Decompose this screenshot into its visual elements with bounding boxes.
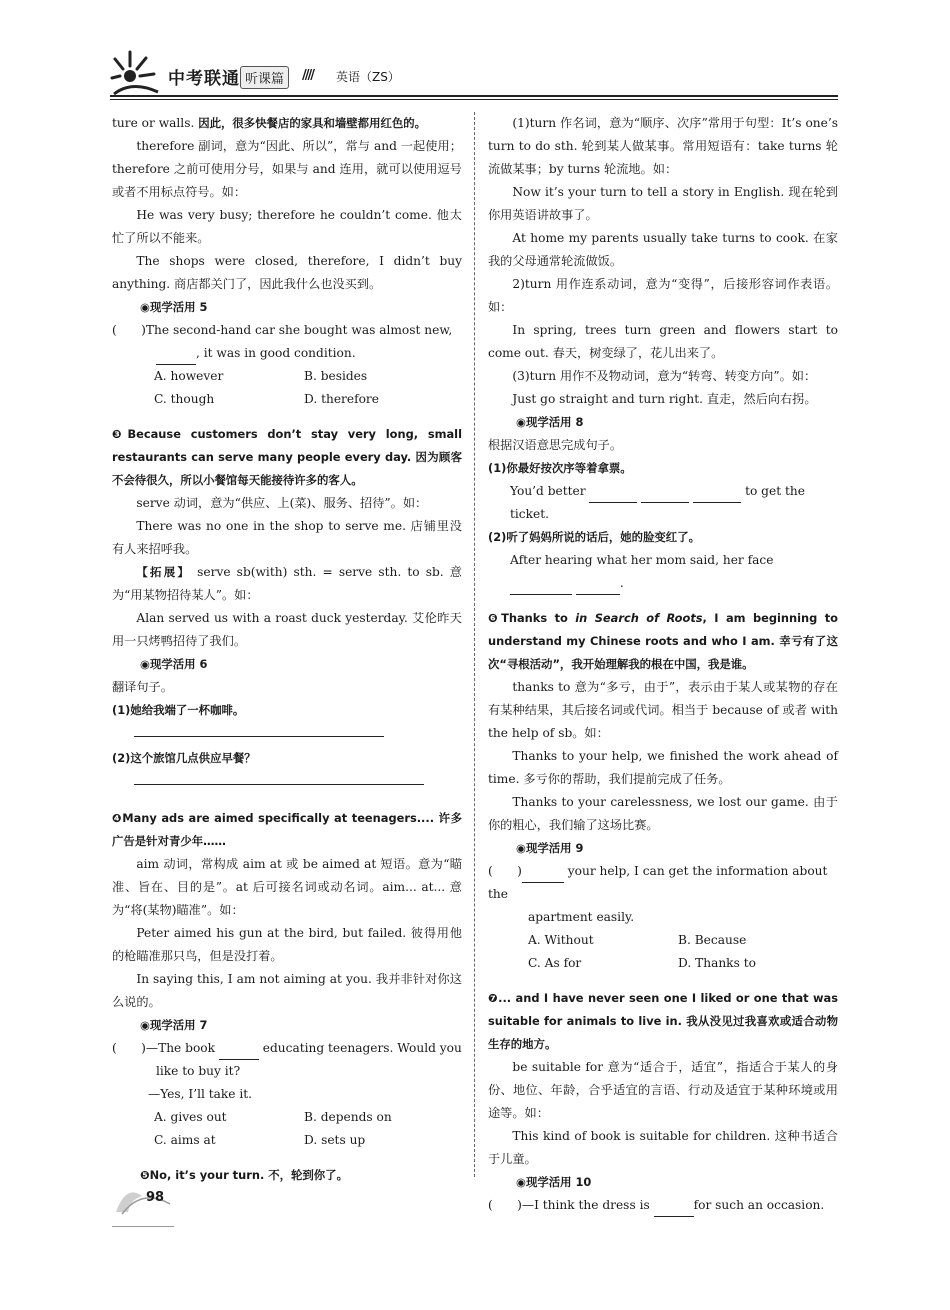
example-sentence: This kind of book is suitable for children. 这种书适合于儿童。 <box>488 1129 838 1166</box>
header-rule <box>110 95 838 97</box>
header-rule-thin <box>110 99 838 100</box>
page-number: 98 <box>146 1190 165 1205</box>
answer-blank[interactable] <box>589 488 637 503</box>
example-sentence: In saying this, I am not aiming at you. 我并非针对你这么说的。 <box>112 972 462 1009</box>
section-heading: ❼... and I have never seen one I liked or one that was suitable for animals to live in. 我从没见过我喜欢或适合动物生存的地方。 <box>488 991 838 1051</box>
brand-title: 中考联通 <box>168 69 240 89</box>
answer-blank[interactable] <box>576 580 620 595</box>
option[interactable]: C. As for <box>528 956 582 970</box>
paragraph: (1)turn 作名词，意为“顺序、次序”常用于句型：It’s one’s turn to do sth. 轮到某人做某事。常用短语有：take turns 轮流做某事；by turns 轮流地。如： <box>488 116 838 176</box>
page-header <box>110 42 840 102</box>
question: (1)她给我端了一杯咖啡。 <box>112 703 245 717</box>
paragraph: serve 动词，意为“供应、上(菜)、服务、招待”。如： <box>136 496 428 510</box>
answer-row: You’d better to get the ticket. <box>510 484 805 521</box>
question: like to buy it? <box>156 1064 241 1078</box>
exercise-title: ◉现学活用 9 <box>516 841 584 855</box>
option[interactable]: D. Thanks to <box>678 956 756 970</box>
answer-row: . <box>488 572 838 595</box>
example-sentence: Thanks to your carelessness, we lost our game. 由于你的粗心，我们输了这场比赛。 <box>488 795 838 832</box>
paragraph: (3)turn 用作不及物动词，意为“转弯、转变方向”。如： <box>512 369 817 383</box>
example-sentence: Thanks to your help, we finished the work ahead of time. 多亏你的帮助，我们提前完成了任务。 <box>488 749 838 786</box>
instruction: 翻译句子。 <box>112 680 173 694</box>
stripes-decoration: //// <box>302 68 313 83</box>
example-sentence: He was very busy; therefore he couldn’t come. 他太忙了所以不能来。 <box>112 208 462 245</box>
answer-blank[interactable] <box>156 350 196 365</box>
option[interactable]: A. however <box>154 369 224 383</box>
extension-note: 【拓展】 serve sb(with) sth. = serve sth. to sb. 意为“用某物招待某人”。如： <box>112 565 462 602</box>
footer-rule <box>112 1226 174 1227</box>
exercise-title: ◉现学活用 8 <box>516 415 584 429</box>
example-sentence: Peter aimed his gun at the bird, but failed. 彼得用他的枪瞄准那只鸟，但是没打着。 <box>112 926 462 963</box>
exercise-title: ◉现学活用 5 <box>140 300 208 314</box>
section-heading: ❸Because customers don’t stay very long, small restaurants can serve many people every day. 因为顾客不会待很久，所以小餐馆每天能接待许多的客人。 <box>112 427 462 487</box>
exercise-title: ◉现学活用 6 <box>140 657 208 671</box>
question: (2)听了妈妈所说的话后，她的脸变红了。 <box>488 530 700 544</box>
sunburst-logo-icon <box>110 46 162 98</box>
right-column <box>488 112 838 1217</box>
paragraph: therefore 副词，意为“因此、所以”，常与 and 一起使用；therefore 之前可使用分号，如果与 and 连用，就可以使用逗号或者不用标点符号。如： <box>112 139 462 199</box>
exercise-title: ◉现学活用 10 <box>516 1175 592 1189</box>
question: —Yes, I’ll take it. <box>148 1087 253 1101</box>
paragraph: 2)turn 用作连系动词，意为“变得”，后接形容词作表语。如： <box>488 277 838 314</box>
answer-blank[interactable] <box>641 488 689 503</box>
instruction: 根据汉语意思完成句子。 <box>488 438 623 452</box>
example-sentence: Just go straight and turn right. 直走，然后向右拐。 <box>512 392 817 406</box>
options <box>112 365 462 411</box>
example-sentence: In spring, trees turn green and flowers start to come out. 春天，树变绿了，花儿出来了。 <box>488 323 838 360</box>
section-heading: ❻Thanks to in Search of Roots, I am beginning to understand my Chinese roots and who I am. 幸亏有了这次“寻根活动”，我开始理解我的根在中国，我是谁。 <box>488 611 838 671</box>
options <box>112 1106 462 1152</box>
question: apartment easily. <box>528 910 635 924</box>
example-sentence: Now it’s your turn to tell a story in English. 现在轮到你用英语讲故事了。 <box>488 185 838 222</box>
column-divider <box>474 112 475 1177</box>
exercise-title: ◉现学活用 7 <box>140 1018 208 1032</box>
answer-row: After hearing what her mom said, her face <box>510 553 774 567</box>
option[interactable]: C. though <box>154 392 215 406</box>
paragraph: thanks to 意为“多亏，由于”，表示由于某人或某物的存在有某种结果，其后接名词或代词。相当于 because of 或者 with the help of sb。如： <box>488 680 838 740</box>
question: ( )—I think the dress is for such an occasion. <box>488 1194 838 1217</box>
option[interactable]: A. gives out <box>154 1110 227 1124</box>
question: , it was in good condition. <box>112 342 462 365</box>
answer-blank[interactable] <box>510 580 572 595</box>
option[interactable]: A. Without <box>528 933 594 947</box>
left-column <box>112 112 462 1187</box>
answer-blank[interactable] <box>219 1045 259 1060</box>
question: ( )—The book educating teenagers. Would you <box>112 1037 462 1060</box>
example-sentence: There was no one in the shop to serve me. 店铺里没有人来招呼我。 <box>112 519 462 556</box>
option[interactable]: D. therefore <box>304 392 379 406</box>
question: ( ) your help, I can get the information about the <box>488 864 828 901</box>
example-sentence: Alan served us with a roast duck yesterday. 艾伦昨天用一只烤鸭招待了我们。 <box>112 611 462 648</box>
example-sentence: The shops were closed, therefore, I didn’t buy anything. 商店都关门了，因此我什么也没买到。 <box>112 254 462 291</box>
option[interactable]: B. Because <box>678 933 747 947</box>
example-sentence: At home my parents usually take turns to cook. 在家我的父母通常轮流做饭。 <box>488 231 838 268</box>
option[interactable]: B. depends on <box>304 1110 392 1124</box>
section-heading: ❺No, it’s your turn. 不，轮到你了。 <box>140 1168 348 1182</box>
answer-line[interactable] <box>134 774 424 785</box>
question: ( )The second-hand car she bought was almost new, <box>112 323 453 337</box>
page-number-ornament-icon <box>112 1178 176 1218</box>
subject-label: 英语（ZS） <box>336 70 400 84</box>
paragraph: aim 动词，常构成 aim at 或 be aimed at 短语。意为“瞄准、旨在、目的是”。at 后可接名词或动名词。aim... at... 意为“将(某物)瞄准”。如： <box>112 857 462 917</box>
question: (1)你最好按次序等着拿票。 <box>488 461 632 475</box>
paragraph: be suitable for 意为“适合于，适宜”，指适合于某人的身份、地位、年龄，合乎适宜的言语、行动及适宜于某种环境或用途等。如： <box>488 1060 838 1120</box>
answer-blank[interactable] <box>654 1202 694 1217</box>
answer-blank[interactable] <box>693 488 741 503</box>
options <box>488 929 838 975</box>
paragraph: ture or walls. 因此，很多快餐店的家具和墙壁都用红色的。 <box>112 116 427 130</box>
section-tag: 听课篇 <box>240 66 289 89</box>
question: (2)这个旅馆几点供应早餐？ <box>112 751 256 765</box>
section-heading: ❹Many ads are aimed specifically at teenagers.... 许多广告是针对青少年…… <box>112 811 462 848</box>
option[interactable]: B. besides <box>304 369 368 383</box>
option[interactable]: C. aims at <box>154 1133 216 1147</box>
answer-line[interactable] <box>134 726 384 737</box>
option[interactable]: D. sets up <box>304 1133 366 1147</box>
answer-blank[interactable] <box>522 868 564 883</box>
